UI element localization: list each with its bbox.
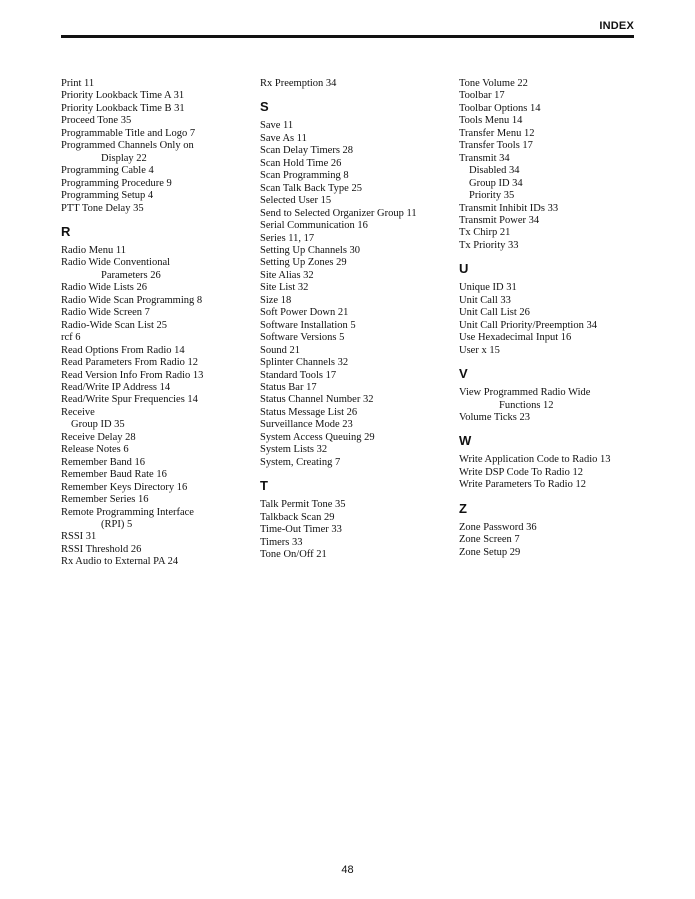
- index-entry: Radio Wide Screen 7: [61, 307, 150, 319]
- index-entry: Status Bar 17: [260, 381, 317, 393]
- index-entry: Status Message List 26: [260, 406, 358, 418]
- index-entry-continuation: Display 22: [101, 152, 147, 164]
- index-entry: Site Alias 32: [260, 269, 314, 281]
- page-number: 48: [341, 864, 354, 876]
- index-entry: Talkback Scan 29: [260, 511, 335, 523]
- index-entry: Radio Wide Lists 26: [61, 282, 148, 294]
- index-entry-continuation: (RPI) 5: [101, 518, 133, 530]
- section-heading-v: V: [459, 366, 468, 382]
- index-entry: Volume Ticks 23: [459, 411, 530, 423]
- index-entry: Save 11: [260, 120, 294, 132]
- index-entry: Radio-Wide Scan List 25: [61, 319, 168, 331]
- index-entry: rcf 6: [61, 332, 81, 344]
- index-entry: Scan Programming 8: [260, 170, 349, 182]
- index-entry: Receive: [61, 406, 95, 418]
- section-heading-t: T: [260, 478, 268, 494]
- index-entry: Transfer Menu 12: [459, 127, 535, 139]
- index-entry: System Lists 32: [260, 444, 328, 456]
- index-column-1: [61, 78, 256, 569]
- index-entry: Transmit Power 34: [459, 214, 540, 226]
- index-entry: Tools Menu 14: [459, 115, 523, 127]
- index-entry: Read Options From Radio 14: [61, 344, 185, 356]
- page-header-title: INDEX: [599, 20, 634, 32]
- index-entry: Write Parameters To Radio 12: [459, 479, 586, 491]
- index-entry: Proceed Tone 35: [61, 115, 132, 127]
- index-entry: Timers 33: [260, 536, 303, 548]
- index-entry: Unique ID 31: [459, 282, 517, 294]
- index-entry: Surveillance Mode 23: [260, 419, 353, 431]
- index-entry: Priority Lookback Time A 31: [61, 90, 185, 102]
- index-entry: Transfer Tools 17: [459, 140, 533, 152]
- index-entry: Zone Password 36: [459, 521, 537, 533]
- header-rule: [61, 35, 634, 38]
- index-entry: System Access Queuing 29: [260, 431, 375, 443]
- index-entry: Time-Out Timer 33: [260, 524, 342, 536]
- index-entry: Receive Delay 28: [61, 431, 136, 443]
- section-heading-z: Z: [459, 500, 467, 516]
- index-entry: Unit Call List 26: [459, 307, 530, 319]
- index-entry: Zone Setup 29: [459, 546, 521, 558]
- index-entry: Send to Selected Organizer Group 11: [260, 207, 417, 219]
- index-entry: Setting Up Zones 29: [260, 257, 347, 269]
- index-entry: System, Creating 7: [260, 456, 341, 468]
- index-entry: Radio Wide Scan Programming 8: [61, 294, 203, 306]
- index-entry: Tone On/Off 21: [260, 548, 327, 560]
- index-entry: Remember Keys Directory 16: [61, 481, 188, 493]
- index-entry: Soft Power Down 21: [260, 307, 349, 319]
- index-column-3: [459, 78, 654, 559]
- index-entry: Size 18: [260, 294, 292, 306]
- index-entry: Remote Programming Interface: [61, 506, 194, 518]
- index-entry: Scan Delay Timers 28: [260, 145, 354, 157]
- index-entry: Programmable Title and Logo 7: [61, 127, 196, 139]
- index-entry: Talk Permit Tone 35: [260, 499, 346, 511]
- index-column-2: [260, 78, 455, 561]
- index-entry: Software Versions 5: [260, 332, 345, 344]
- index-entry: Priority Lookback Time B 31: [61, 102, 185, 114]
- index-entry: Rx Preemption 34: [260, 78, 337, 89]
- index-subentry: Disabled 34: [469, 165, 520, 177]
- index-entry: Read Parameters From Radio 12: [61, 357, 199, 369]
- index-entry: Toolbar Options 14: [459, 102, 541, 114]
- index-entry: Remember Baud Rate 16: [61, 469, 167, 481]
- index-subentry: Group ID 35: [71, 419, 125, 431]
- index-entry: Unit Call Priority/Preemption 34: [459, 319, 597, 331]
- index-entry-continuation: Functions 12: [499, 399, 554, 411]
- index-entry: RSSI 31: [61, 531, 97, 543]
- index-entry: Write Application Code to Radio 13: [459, 454, 611, 466]
- index-entry: Programming Procedure 9: [61, 177, 172, 189]
- index-entry: Write DSP Code To Radio 12: [459, 466, 583, 478]
- index-entry: Programming Setup 4: [61, 190, 154, 202]
- index-entry: Sound 21: [260, 344, 300, 356]
- index-entry: Print 11: [61, 78, 95, 89]
- index-entry: View Programmed Radio Wide: [459, 387, 591, 399]
- index-entry: Setting Up Channels 30: [260, 244, 361, 256]
- index-entry: Zone Screen 7: [459, 534, 520, 546]
- index-entry: PTT Tone Delay 35: [61, 202, 144, 214]
- index-entry: Remember Series 16: [61, 494, 149, 506]
- index-entry: RSSI Threshold 26: [61, 543, 142, 555]
- index-entry: Site List 32: [260, 282, 309, 294]
- index-entry: Splinter Channels 32: [260, 357, 349, 369]
- section-heading-s: S: [260, 99, 269, 115]
- index-subentry: Group ID 34: [469, 177, 523, 189]
- index-entry: User x 15: [459, 344, 500, 356]
- index-entry: Scan Hold Time 26: [260, 157, 342, 169]
- section-heading-u: U: [459, 261, 469, 277]
- index-entry: Selected User 15: [260, 195, 332, 207]
- index-subentry: Priority 35: [469, 190, 515, 202]
- index-entry: Tone Volume 22: [459, 78, 528, 89]
- index-entry: Remember Band 16: [61, 456, 145, 468]
- index-entry: Toolbar 17: [459, 90, 505, 102]
- index-entry: Transmit 34: [459, 152, 510, 164]
- index-entry: Rx Audio to External PA 24: [61, 556, 179, 568]
- index-entry: Release Notes 6: [61, 444, 129, 456]
- index-entry-continuation: Parameters 26: [101, 269, 161, 281]
- index-entry: Radio Menu 11: [61, 244, 126, 256]
- index-entry: Unit Call 33: [459, 294, 511, 306]
- index-entry: Save As 11: [260, 132, 307, 144]
- index-entry: Software Installation 5: [260, 319, 356, 331]
- index-entry: Series 11, 17: [260, 232, 315, 244]
- index-entry: Use Hexadecimal Input 16: [459, 332, 572, 344]
- index-entry: Read Version Info From Radio 13: [61, 369, 204, 381]
- index-entry: Serial Communication 16: [260, 220, 368, 232]
- index-entry: Tx Priority 33: [459, 239, 519, 251]
- section-heading-r: R: [61, 223, 71, 239]
- index-entry: Read/Write IP Address 14: [61, 381, 171, 393]
- index-entry: Status Channel Number 32: [260, 394, 374, 406]
- index-entry: Standard Tools 17: [260, 369, 337, 381]
- index-entry: Transmit Inhibit IDs 33: [459, 202, 559, 214]
- index-entry: Tx Chirp 21: [459, 227, 511, 239]
- index-entry: Read/Write Spur Frequencies 14: [61, 394, 198, 406]
- index-entry: Programming Cable 4: [61, 165, 154, 177]
- index-entry: Radio Wide Conventional: [61, 257, 171, 269]
- index-entry: Scan Talk Back Type 25: [260, 182, 362, 194]
- section-heading-w: W: [459, 433, 472, 449]
- index-entry: Programmed Channels Only on: [61, 140, 194, 152]
